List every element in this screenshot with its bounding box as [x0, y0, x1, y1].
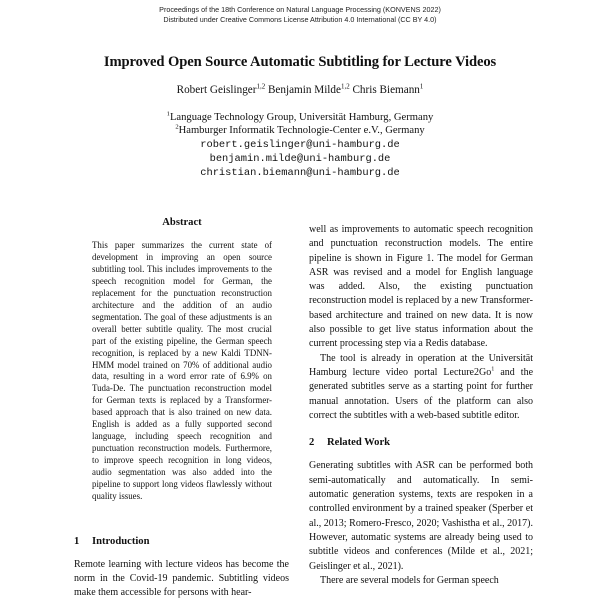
email-address: benjamin.milde@uni-hamburg.de — [209, 153, 391, 165]
paragraph: There are several models for German speech — [320, 574, 499, 586]
section-heading-related-work — [309, 436, 533, 450]
paragraph: well as improvements to automatic speech recognition and punctuation reconstruction models. The entire pipeline is shown in Figure 1. The model for German ASR was revised and a model for English language was added. Also, the existing punctuation reconstruction model is replaced by a new Transformer-based architecture and trained on new data. It is now also possible to get live status information about the current processing step via a Redis database. — [309, 224, 533, 350]
author-name: Benjamin Milde — [267, 84, 341, 96]
introduction-text: Remote learning with lecture videos has become the norm in the Covid-19 pandemic. Subtitling videos make them accessible for persons with hear- — [74, 559, 289, 599]
section-number: 2 — [309, 437, 315, 449]
affiliation-text: Hamburger Informatik Technologie-Center e.V., Germany — [178, 125, 425, 136]
email-address: robert.geislinger@uni-hamburg.de — [200, 139, 400, 151]
right-column — [309, 223, 533, 588]
author-affiliation-mark: 1 — [419, 82, 424, 91]
affiliation-1 — [0, 111, 600, 124]
paper-title: Improved Open Source Automatic Subtitling for Lecture Videos — [103, 54, 497, 70]
author-name: Chris Biemann — [352, 84, 420, 96]
paragraph-text: and the generated subtitles serve as a starting point for further manual annotation. Users of the platform can also correct the subtitles with a web-based subtitle editor. — [309, 366, 534, 421]
email-address: christian.biemann@uni-hamburg.de — [200, 167, 400, 179]
section-title: Introduction — [92, 536, 150, 547]
abstract-text: This paper summarizes the current state of development in improving an open source subtitling tool. This includes improvements to the speech recognition model for German, the replacement for the punctuation reconstruction architecture and the addition of an audio segmentation. The goal of these adjustments is an overall better subtitle quality. The most crucial part of the existing pipeline, the German speech recognition, is replaced by a new Kaldi TDNN-HMM model trained on 70% of additional audio data, resulting in a word error rate of 6.9% on Tuda-De. The punctuation reconstruction model for German texts is replaced by a Transformer-based approach that is also trained on new data. English is added as a fully supported second language, including speech recognition and punctuation reconstruction models. Furthermore, to improve speech recognition in long videos, audio segmentation was also added into the pipeline to support long videos flawlessly without quality issues. — [92, 240, 272, 502]
paragraph — [309, 352, 533, 423]
affiliation-2 — [0, 124, 600, 137]
proceedings-header — [0, 5, 600, 25]
paragraph: Generating subtitles with ASR can be performed both semi-automatically and automatically. In semi-automatic generation systems, texts are respoken in a controlled environment by a trained speaker (Sperber et al., 2013; Romero-Fresco, 2020; Vashistha et al., 2017). However, automatic systems are already being used to subtitle videos and conferences (Milde et al., 2021; Geislinger et al., 2021). — [309, 460, 533, 572]
footnote-mark: 1 — [491, 365, 495, 373]
author-affiliation-mark: 1,2 — [256, 82, 266, 91]
affiliation-mark: 1 — [166, 110, 170, 118]
abstract-heading: Abstract — [162, 217, 202, 228]
affiliation-text: Language Technology Group, Universität Hamburg, Germany — [169, 112, 434, 123]
author-name: Robert Geislinger — [176, 84, 257, 96]
proceedings-line: Proceedings of the 18th Conference on Natural Language Processing (KONVENS 2022) — [159, 5, 441, 14]
affiliation-mark: 2 — [175, 123, 179, 131]
section-number: 1 — [74, 536, 80, 547]
author-affiliation-mark: 1,2 — [340, 82, 350, 91]
license-line: Distributed under Creative Commons License Attribution 4.0 International (CC BY 4.0) — [163, 15, 437, 24]
section-title: Related Work — [327, 437, 391, 449]
section-heading-introduction — [74, 536, 150, 547]
paragraph-text: The tool is already in operation at the Universität Hamburg lecture video portal Lecture2Go — [309, 352, 533, 378]
author-list — [0, 84, 600, 96]
